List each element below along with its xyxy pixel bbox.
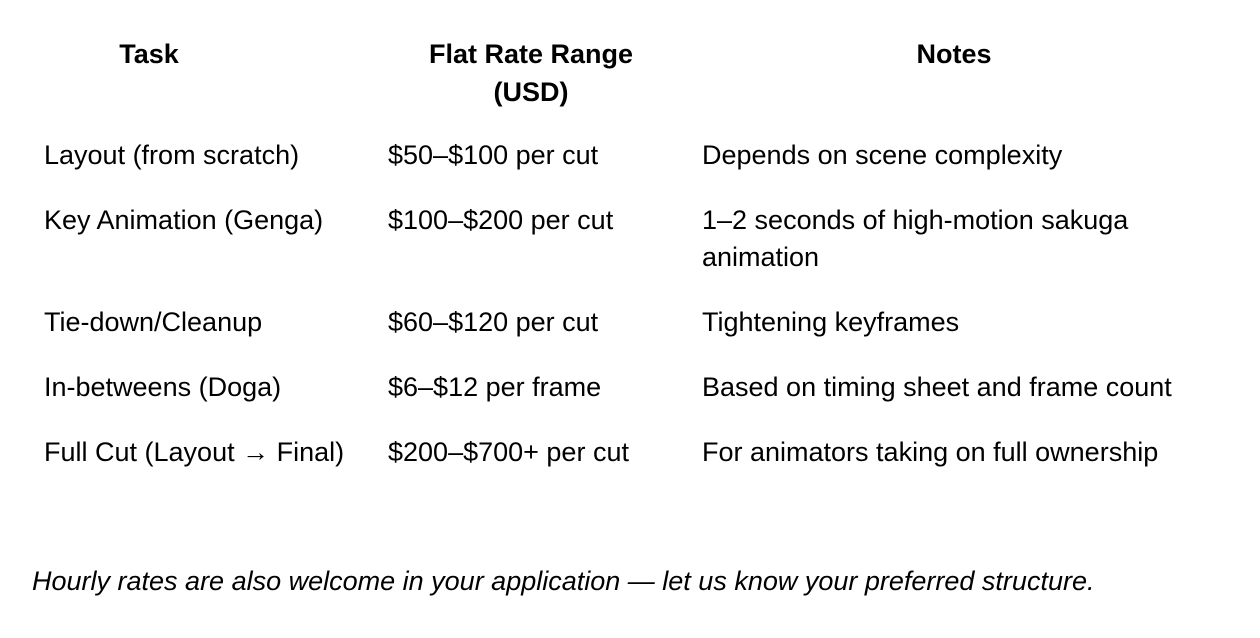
rate-cell: $6–$12 per frame — [388, 372, 602, 402]
table-row — [30, 359, 1220, 424]
task-cell: Tie-down/Cleanup — [44, 307, 263, 337]
table-header — [30, 30, 1220, 127]
rate-cell: $50–$100 per cut — [388, 140, 599, 170]
table-row — [30, 127, 1220, 192]
header-notes: Notes — [916, 39, 992, 69]
task-cell: Key Animation (Genga) — [44, 205, 324, 235]
header-task: Task — [119, 39, 179, 69]
task-cell: Layout (from scratch) — [44, 140, 300, 170]
notes-cell: 1–2 seconds of high-motion sakuga animation — [702, 205, 1129, 272]
table-row — [30, 192, 1220, 294]
notes-cell: For animators taking on full ownership — [702, 437, 1159, 467]
table-row — [30, 424, 1220, 489]
table-row — [30, 294, 1220, 359]
task-cell: Full Cut (Layout → Final) — [44, 437, 345, 467]
task-cell: In-betweens (Doga) — [44, 372, 282, 402]
notes-cell: Based on timing sheet and frame count — [702, 372, 1172, 402]
notes-cell: Depends on scene complexity — [702, 140, 1063, 170]
rate-cell: $100–$200 per cut — [388, 205, 614, 235]
rate-cell: $200–$700+ per cut — [388, 437, 629, 467]
notes-cell: Tightening keyframes — [702, 307, 960, 337]
rate-table — [30, 30, 1220, 489]
table-body — [30, 127, 1220, 489]
footnote: Hourly rates are also welcome in your application — let us know your preferred structure. — [32, 566, 1095, 596]
rate-cell: $60–$120 per cut — [388, 307, 599, 337]
header-rate: Flat Rate Range (USD) — [428, 39, 634, 107]
header-row — [30, 30, 1220, 127]
